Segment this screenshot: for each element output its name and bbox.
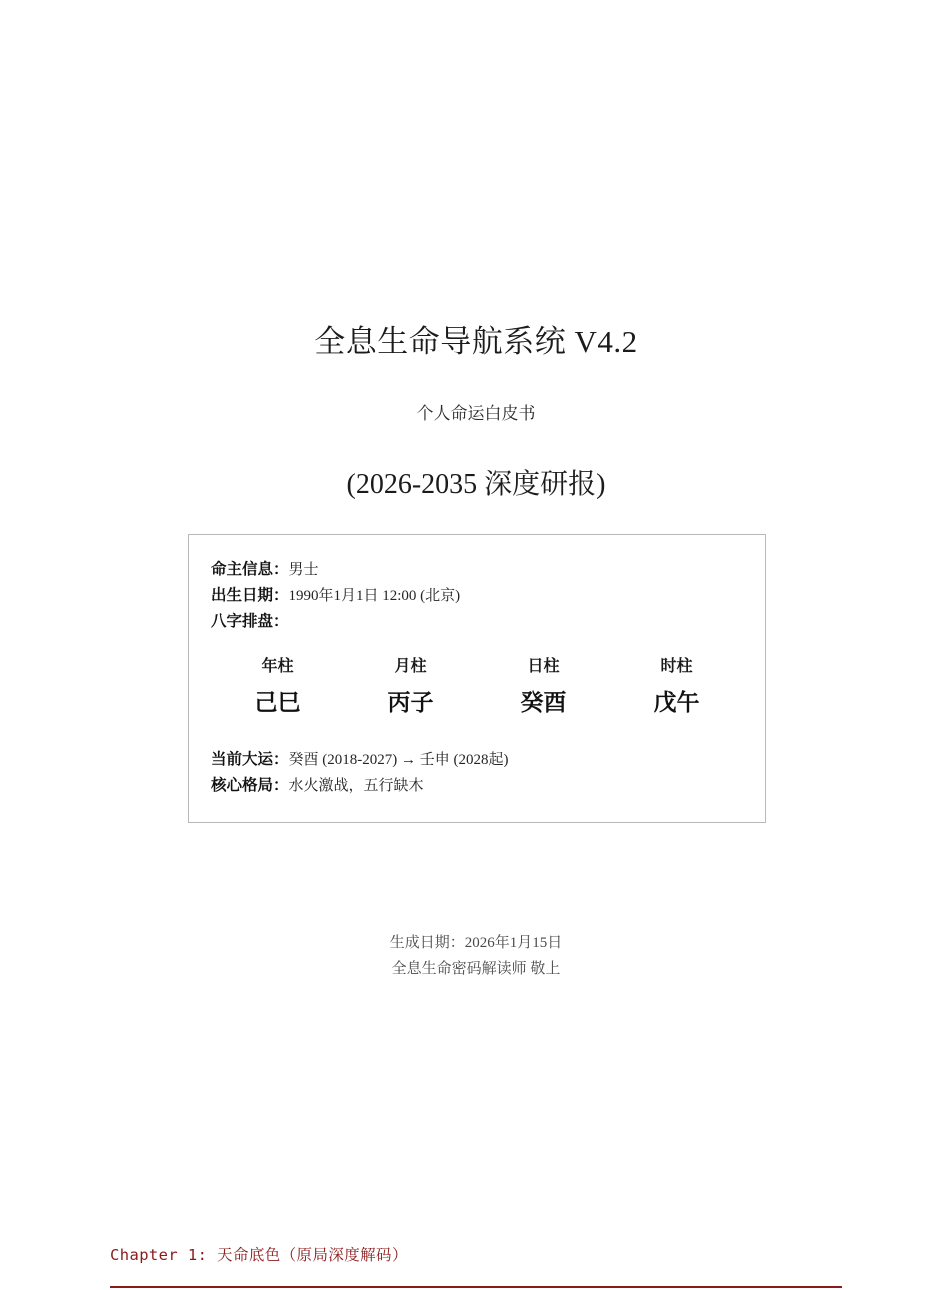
luck-value: 癸酉 (2018-2027) → 壬申 (2028起) — [288, 752, 509, 768]
page-title: 全息生命导航系统 V4.2 — [314, 324, 638, 359]
pillar-header-hour: 时柱 — [660, 658, 693, 675]
footer-meta — [0, 930, 952, 982]
page-period: (2026-2035 深度研报) — [346, 469, 606, 500]
birth-value: 1990年1月1日 12:00 (北京) — [288, 588, 461, 604]
owner-row — [211, 557, 743, 583]
chart-row — [211, 609, 743, 635]
luck-label: 当前大运： — [211, 751, 289, 768]
pillar-header-year: 年柱 — [261, 658, 294, 675]
table-row — [211, 684, 743, 721]
pillar-value-hour: 戊午 — [653, 690, 700, 715]
pillar-value-day: 癸酉 — [520, 690, 567, 715]
owner-value: 男士 — [288, 562, 319, 578]
pattern-value: 水火激战，五行缺木 — [288, 778, 424, 794]
chart-label: 八字排盘： — [211, 613, 289, 630]
chapter-heading: Chapter 1: 天命底色（原局深度解码） — [110, 1246, 408, 1264]
birth-row — [211, 583, 743, 609]
pattern-label: 核心格局： — [211, 777, 289, 794]
owner-label: 命主信息： — [211, 561, 289, 578]
pillar-header-day: 日柱 — [527, 658, 560, 675]
luck-row — [211, 747, 743, 773]
pillar-value-year: 己巳 — [254, 690, 301, 715]
page-subtitle: 个人命运白皮书 — [416, 404, 536, 423]
chapter-divider — [110, 1286, 842, 1288]
info-box-content — [189, 535, 765, 799]
info-box — [188, 534, 766, 823]
signature-line: 全息生命密码解读师 敬上 — [391, 961, 561, 977]
table-header-row — [211, 653, 743, 684]
pillar-header-month: 月柱 — [394, 658, 427, 675]
birth-label: 出生日期： — [211, 587, 289, 604]
info-box-footer — [211, 747, 743, 799]
pillar-value-month: 丙子 — [387, 690, 434, 715]
generated-date: 生成日期：2026年1月15日 — [389, 935, 563, 951]
bazi-pillar-table — [211, 653, 743, 721]
pattern-row — [211, 773, 743, 799]
title-block — [0, 316, 952, 502]
